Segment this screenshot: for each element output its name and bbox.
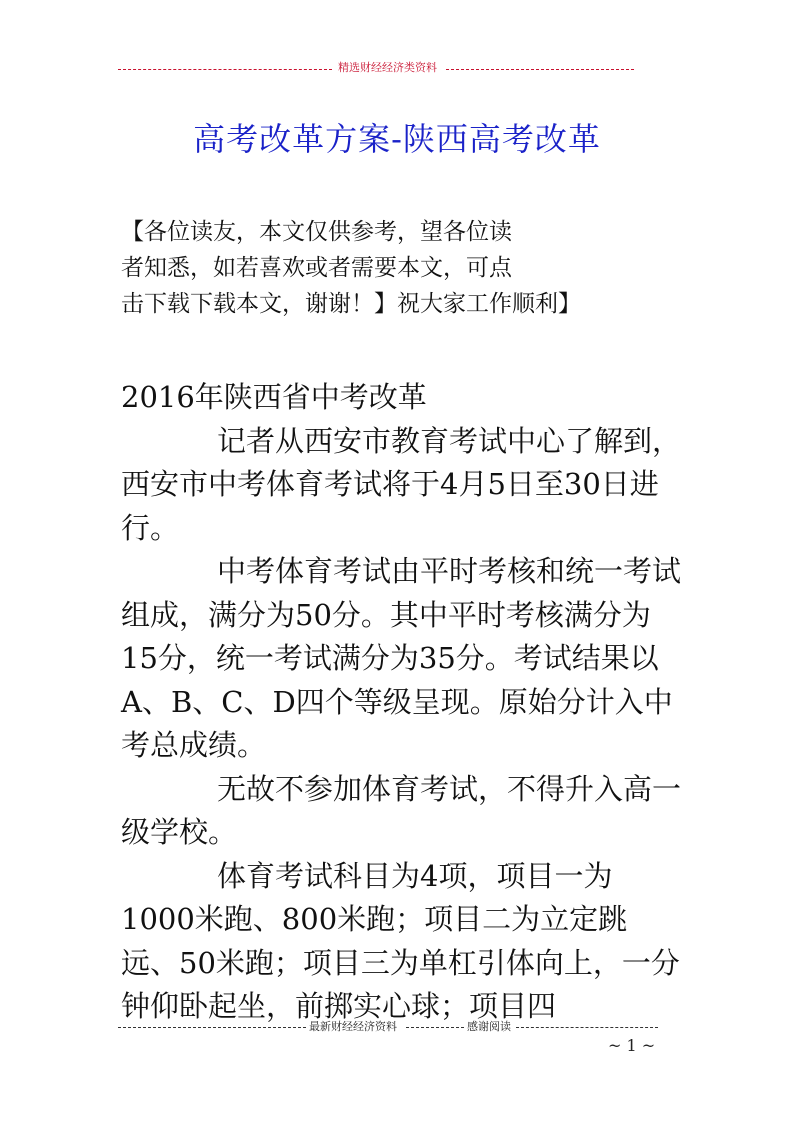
- header-label: 精选财经经济类资料: [338, 61, 437, 74]
- footer-label-right: 感谢阅读: [467, 1020, 511, 1033]
- footer-label-left: 最新财经经济资料: [309, 1020, 397, 1033]
- notice-line: 【各位读友，本文仅供参考，望各位读: [121, 219, 512, 245]
- document-body: [121, 376, 681, 1029]
- document-title: 高考改革方案-陕西高考改革: [193, 120, 601, 158]
- page-number: ~ 1 ~: [608, 1036, 656, 1055]
- reader-notice: [121, 214, 641, 322]
- body-paragraph: 中考体育考试由平时考核和统一考试组成，满分为50分。其中平时考核满分为15分，统一考试满分为35分。考试结果以A、B、C、D四个等级呈现。原始分计入中考总成绩。: [121, 554, 682, 762]
- header-dash-right: [446, 69, 634, 70]
- body-paragraph: 无故不参加体育考试，不得升入高一级学校。: [121, 771, 682, 849]
- section-heading: 2016年陕西省中考改革: [121, 380, 427, 414]
- footer-dash: [406, 1027, 464, 1028]
- notice-line: 击下载下载本文，谢谢！】祝大家工作顺利】: [121, 291, 581, 317]
- page-footer: [118, 1017, 658, 1037]
- footer-dash: [516, 1027, 658, 1028]
- body-paragraph: 记者从西安市教育考试中心了解到，西安市中考体育考试将于4月5日至30日进行。: [121, 423, 682, 545]
- body-paragraph: 体育考试科目为4项，项目一为1000米跑、800米跑；项目二为立定跳远、50米跑；项目三为单杠引体向上，一分钟仰卧起坐，前掷实心球；项目四: [121, 858, 680, 1023]
- notice-line: 者知悉，如若喜欢或者需要本文，可点: [121, 255, 512, 281]
- footer-dash: [118, 1027, 306, 1028]
- header-dash-left: [118, 69, 332, 70]
- page-header: [118, 57, 634, 77]
